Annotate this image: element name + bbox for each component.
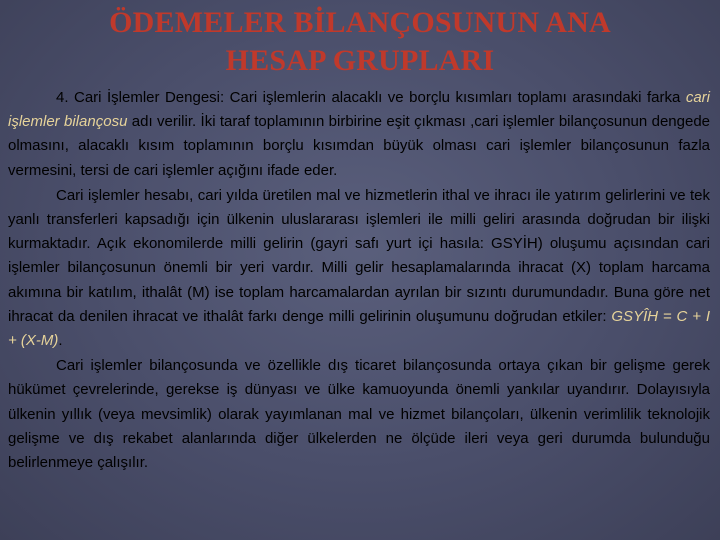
paragraph-current-account-balance — [8, 86, 710, 183]
section-heading: 4. Cari İşlemler Dengesi: — [56, 89, 225, 106]
slide-body — [8, 86, 710, 475]
paragraph-text: Cari işlemler hesabı, cari yılda üretilen mal ve hizmetlerin ithal ve ihracı ile yatırım gelirlerini ve tek yanlı transferleri kapsadığı için ülkenin uluslararası işlemleri ile milli geliri arasında doğrudan bir ilişki kurmaktadır. Açık ekonomilerde milli gelirin (gayri safı yurt içi hasıla: GSYİH) oluşumu açısından cari işlemler bilançosunun önemli bir yeri vardır. Milli gelir hesaplamalarında ihracat (X) toplam harcama akımına bir katılım, ithalât (M) ise toplam harcamalardan ayrılan bir sızıntı durumundadır. Buna göre net ihracat da denilen ihracat ve ithalât farkı denge milli gelirinin oluşumunu doğrudan etkiler: — [8, 186, 710, 325]
paragraph-current-account-account — [8, 184, 710, 353]
paragraph-text: Cari işlemlerin alacaklı ve borçlu kısımları toplamı arasındaki farka — [224, 89, 686, 106]
slide-title-line-2: HESAP GRUPLARI — [225, 44, 495, 77]
paragraph-text: . — [58, 332, 63, 350]
gdp-formula: GSYÎH = C + I + (X-M) — [8, 307, 710, 350]
paragraph-text: Cari işlemler bilançosunda ve özellikle dış ticaret bilançosunda ortaya çıkan bir gelişme gerek hükümet çevrelerinde, gerekse iş dünyası ve ülke kamuoyunda önemli yankılar uyandırır. Dolayısıyla ülkenin yıllık (veya mevsimlik) olarak yayımlanan mal ve hizmet bilançoları, ülkenin verimlilik teknolojik gelişme ve dış rekabet alanlarında diğer ülkelerden ne ölçüde ileri veya geri durumda bulunduğu belirlenmeye çalışılır. — [8, 357, 710, 472]
paragraph-text: adı verilir. İki taraf toplamının birbirine eşit çıkması ,cari işlemler bilançosunun dengede olmasını, alacaklı kısım toplamının borçlu kısımdan büyük olması cari işlemler bilançosunun fazla vermesini, tersi de cari işlemler açığını ifade eder. — [8, 113, 710, 179]
slide-title — [0, 4, 720, 80]
paragraph-trade-balance — [8, 354, 710, 475]
highlighted-term: cari işlemler bilançosu — [8, 89, 710, 131]
slide-title-line-1: ÖDEMELER BİLANÇOSUNUN ANA — [109, 6, 611, 39]
